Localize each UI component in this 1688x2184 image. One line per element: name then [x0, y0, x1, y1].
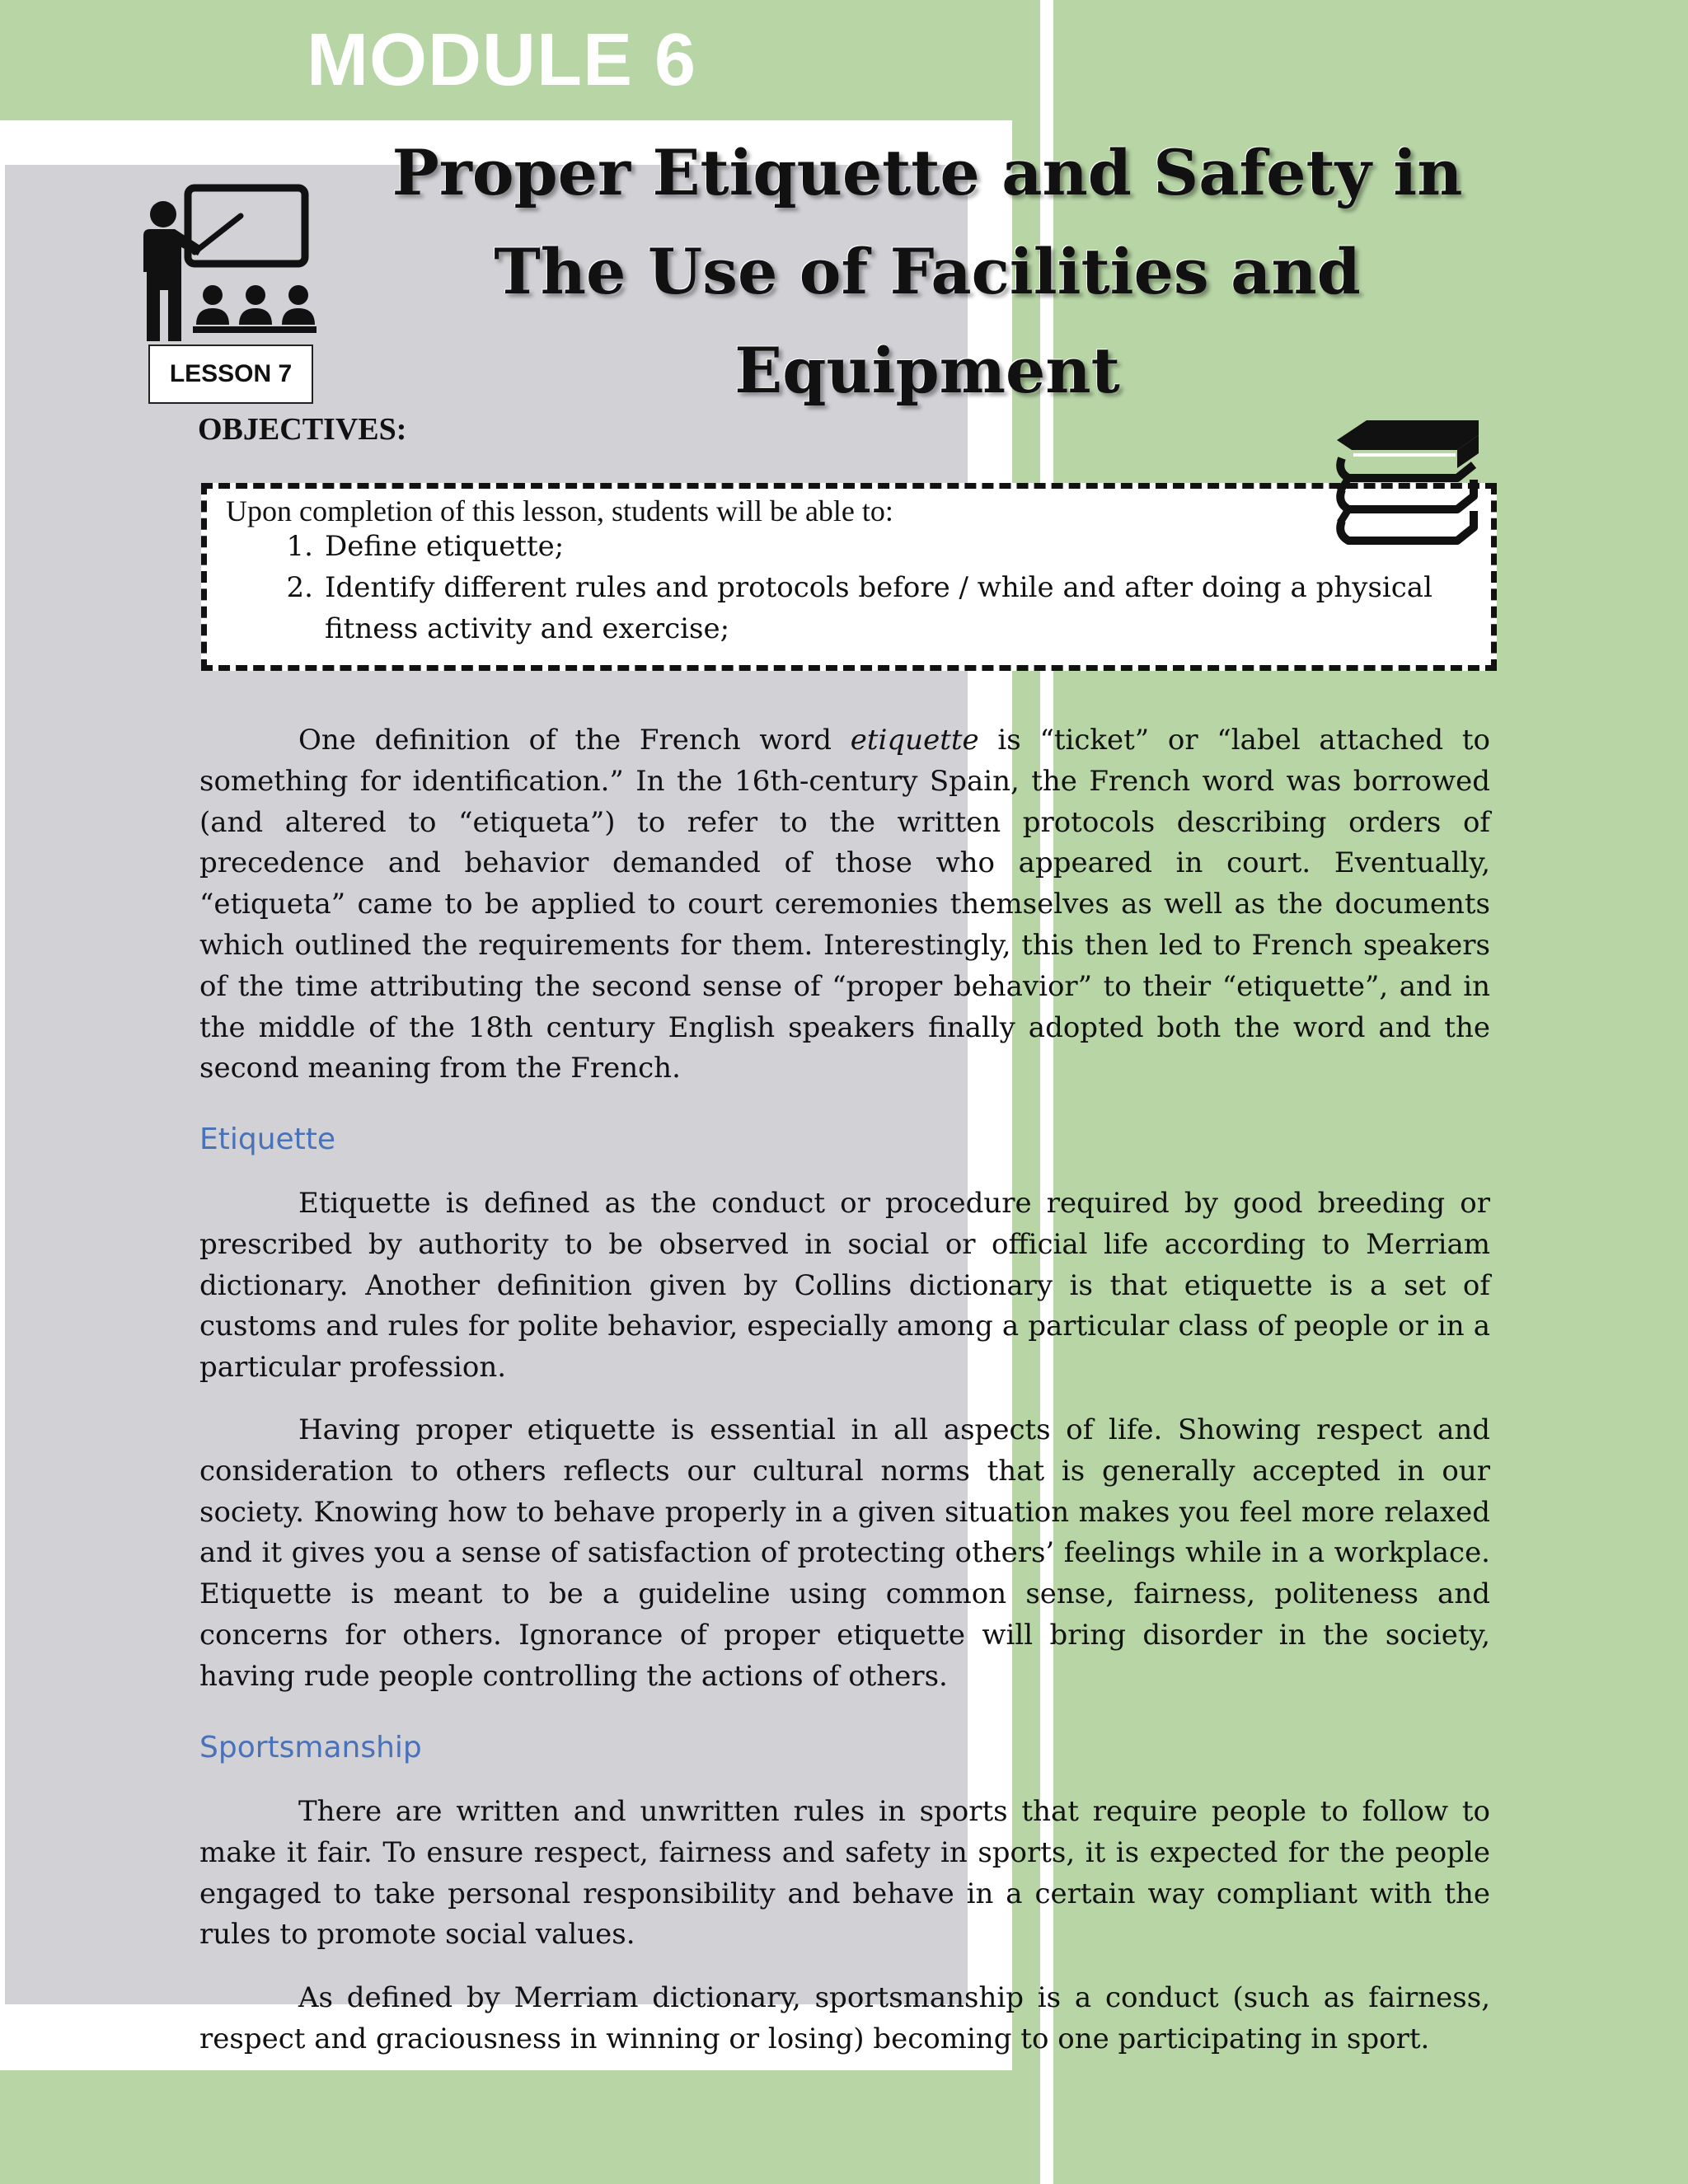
sportsmanship-paragraph-2: [199, 1978, 1490, 2060]
paragraph-text: Etiquette is defined as the conduct or procedure required by good breeding or prescribed by authority to be observed in social or official life according to Merriam dictionary. Another definition given by Collins dictionary is that etiquette is a set of customs and rules for polite behavior, especially among a particular class of people or in a particular profession.: [199, 1187, 1490, 1385]
lesson-label: LESSON 7: [148, 344, 313, 404]
lesson-title-line: Equipment: [734, 334, 1120, 407]
list-number: 1.: [286, 530, 313, 563]
list-item: [272, 567, 1475, 649]
paragraph-text: As defined by Merriam dictionary, sportsmanship is a conduct (such as fairness, respect and graciousness in winning or losing) becoming to one participating in sport.: [199, 1981, 1490, 2055]
objectives-list: [272, 526, 1475, 649]
sportsmanship-paragraph-1: [199, 1792, 1490, 1956]
intro-paragraph-block: [199, 720, 1490, 1090]
paragraph-text: Having proper etiquette is essential in all aspects of life. Showing respect and consideration to others reflects our cultural norms that is generally accepted in our society. Knowing how to behave properly in a given situation makes you feel more relaxed and it gives you a sense of satisfaction of protecting others’ feelings while in a workplace. Etiquette is meant to be a guideline using common sense, fairness, politeness and concerns for others. Ignorance of proper etiquette will bring disorder in the society, having rude people controlling the actions of others.: [199, 1413, 1490, 1693]
lesson-title-line: Proper Etiquette and Safety in: [392, 136, 1463, 209]
lesson-title-line: The Use of Facilities and: [494, 235, 1361, 308]
paragraph-text: There are written and unwritten rules in sports that require people to follow to make it fair. To ensure respect, fairness and safety in sports, it is expected for the people engaged to take personal responsibility and behave in a certain way compliant with the rules to promote social values.: [199, 1795, 1490, 1952]
etiquette-paragraph-2: [199, 1410, 1490, 1698]
section-heading-sportsmanship: Sportsmanship: [199, 1731, 422, 1765]
list-item-text: Identify different rules and protocols before / while and after doing a physical fitness activity and exercise;: [325, 571, 1432, 645]
section-heading-etiquette: Etiquette: [199, 1122, 336, 1156]
objectives-heading: OBJECTIVES:: [198, 412, 407, 447]
list-item: [272, 526, 1475, 567]
objectives-intro: Upon completion of this lesson, students will be able to:: [226, 494, 893, 527]
footer-band: [0, 2070, 1012, 2184]
intro-paragraph: [199, 720, 1490, 1090]
teacher-presentation-icon: [135, 181, 316, 343]
lesson-title: [379, 124, 1475, 420]
etiquette-paragraph-1: [199, 1183, 1490, 1389]
paragraph-text: One definition of the French word: [298, 724, 851, 757]
list-item-text: Define etiquette;: [325, 530, 565, 563]
module-title: MODULE 6: [307, 19, 697, 101]
paragraph-text: is “ticket” or “label attached to something for identification.” In the 16th-century Spain, the French word was borrowed (and altered to “etiqueta”) to refer to the written protocols describing orders of precedence and behavior demanded of those who appeared in court. Eventually, “etiqueta” came to be applied to court ceremonies themselves as well as the documents which outlined the requirements for them. Interestingly, this then led to French speakers of the time attributing the second sense of “proper behavior” to their “etiquette”, and in the middle of the 18th century English speakers finally adopted both the word and the second meaning from the French.: [199, 724, 1491, 1085]
list-number: 2.: [286, 571, 313, 604]
italic-term: etiquette: [850, 724, 979, 757]
